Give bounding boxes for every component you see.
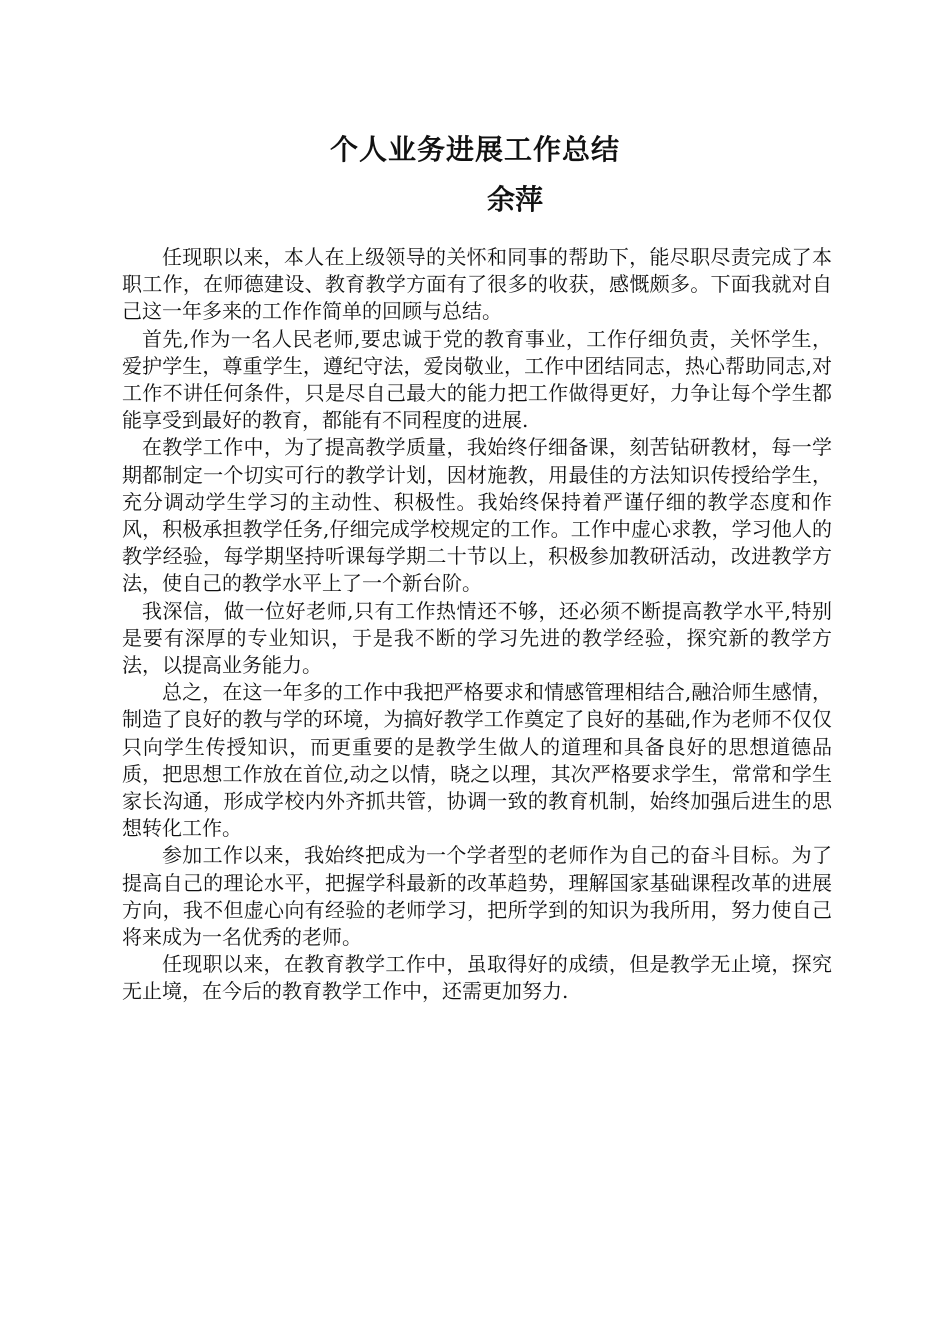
paragraph-belief: 我深信，做一位好老师,只有工作热情还不够，还必须不断提高教学水平,特别是要有深厚的专业知识，于是我不断的学习先进的教学经验，探究新的教学方法，以提高业务能力。	[122, 598, 832, 678]
paragraph-summary: 总之，在这一年多的工作中我把严格要求和情感管理相结合,融洽师生感情，制造了良好的教与学的环境，为搞好教学工作奠定了良好的基础,作为老师不仅仅只向学生传授知识，而更重要的是教学生做人的道理和具备良好的思想道德品质，把思想工作放在首位,动之以情，晓之以理，其次严格要求学生，常常和学生家长沟通，形成学校内外齐抓共管，协调一致的教育机制，始终加强后进生的思想转化工作。	[122, 680, 832, 841]
paragraph-teaching: 在教学工作中，为了提高教学质量，我始终仔细备课，刻苦钻研教材，每一学期都制定一个切实可行的教学计划，因材施教，用最佳的方法知识传授给学生，充分调动学生学习的主动性、积极性。我始终保持着严谨仔细的教学态度和作风，积极承担教学任务,仔细完成学校规定的工作。工作中虚心求教，学习他人的教学经验，每学期坚持听课每学期二十节以上，积极参加教研活动，改进教学方法，使自己的教学水平上了一个新台阶。	[122, 435, 832, 596]
paragraph-intro: 任现职以来，本人在上级领导的关怀和同事的帮助下，能尽职尽责完成了本职工作，在师德建设、教育教学方面有了很多的收获，感慨颇多。下面我就对自己这一年多来的工作作简单的回顾与总结。	[122, 245, 832, 324]
author-name: 余萍	[486, 183, 543, 216]
document-body	[122, 244, 832, 1006]
paragraph-goal: 参加工作以来，我始终把成为一个学者型的老师作为自己的奋斗目标。为了提高自己的理论水平，把握学科最新的改革趋势，理解国家基础课程改革的进展方向，我不但虚心向有经验的老师学习，把所学到的知识为我所用，努力使自己将来成为一名优秀的老师。	[122, 843, 832, 950]
paragraph-closing: 任现职以来，在教育教学工作中，虽取得好的成绩，但是教学无止境，探究无止境，在今后的教育教学工作中，还需更加努力.	[122, 952, 832, 1004]
document-title: 个人业务进展工作总结	[329, 133, 620, 166]
paragraph-first: 首先,作为一名人民老师,要忠诚于党的教育事业，工作仔细负责，关怀学生，爱护学生，尊重学生，遵纪守法，爱岗敬业，工作中团结同志，热心帮助同志,对工作不讲任何条件，只是尽自己最大的能力把工作做得更好，力争让每个学生都能享受到最好的教育，都能有不同程度的进展.	[122, 326, 832, 433]
